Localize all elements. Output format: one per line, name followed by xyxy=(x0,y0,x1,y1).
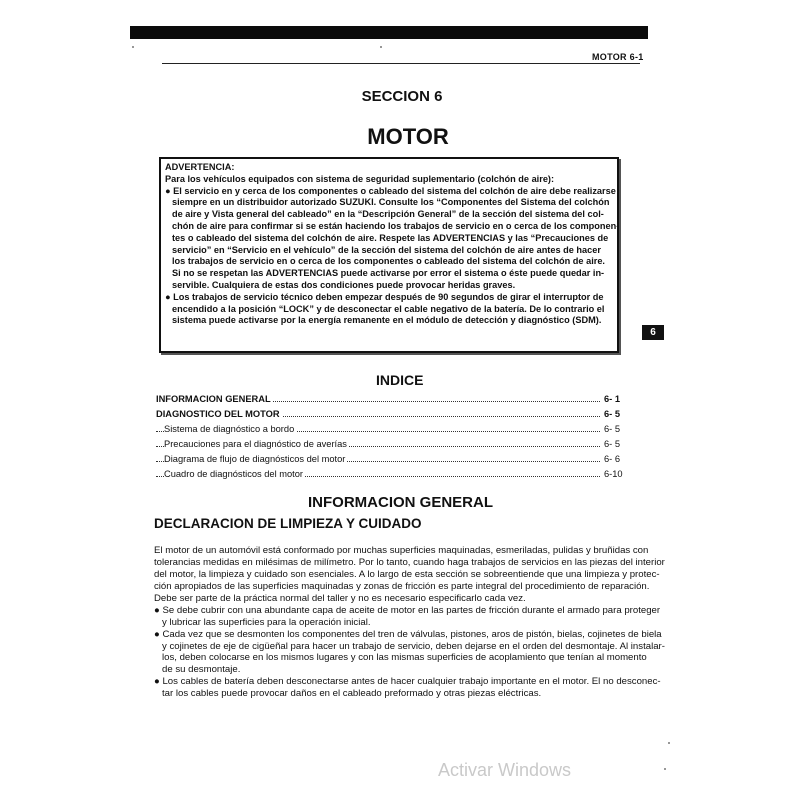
warning-line: Si no se respetan las ADVERTENCIAS puede activarse por error el sistema o éste puede quedar in- xyxy=(172,268,605,279)
toc-entry[interactable] xyxy=(156,437,632,452)
warning-line: servible. Cualquiera de estas dos condiciones puede provocar heridas graves. xyxy=(172,279,516,290)
warning-line: Para los vehículos equipados con sistema de seguridad suplementario (colchón de aire): xyxy=(165,173,555,184)
body-bullet: ● Cada vez que se desmonten los componentes del tren de válvulas, pistones, aros de pistón, bielas, cojinetes de biela xyxy=(154,628,662,640)
scan-speck xyxy=(132,46,134,48)
info-section-title: INFORMACION GENERAL xyxy=(308,494,493,511)
header-rule xyxy=(162,63,640,64)
warning-text xyxy=(165,162,620,327)
warning-line: encendido a la posición “LOCK” y de desconectar el cable negativo de la batería. De lo contrario el xyxy=(172,303,605,314)
scan-speck xyxy=(664,768,666,770)
toc-entry-page: 6- 5 xyxy=(604,422,632,437)
toc-entry[interactable] xyxy=(156,392,632,407)
body-paragraph-line: El motor de un automóvil está conformado por muchas superficies maquinadas, esmeriladas, pulidas y bruñidas con xyxy=(154,545,649,556)
chapter-title: MOTOR xyxy=(367,124,449,149)
warning-line: tes o cableado del sistema del colchón de aire. Respete las ADVERTENCIAS y las “Precauciones de xyxy=(172,232,609,243)
warning-line: servicio” en “Servicio en el vehículo” de la sección del sistema del colchón de aire antes de hacer xyxy=(172,244,601,255)
body-bullet-line: tar los cables puede provocar daños en el cableado preformado y otras piezas eléctricas. xyxy=(162,688,542,700)
toc-entry-page: 6- 1 xyxy=(604,392,632,407)
toc-entry[interactable] xyxy=(156,407,632,422)
toc-entry-page: 6-10 xyxy=(604,467,632,482)
warning-bullet: ● El servicio en y cerca de los componentes o cableado del sistema del colchón de aire debe realizarse xyxy=(165,185,616,196)
index-title: INDICE xyxy=(376,372,424,388)
warning-line: los trabajos de servicio en o cerca de los componentes o cableado del sistema del colchón de aire. xyxy=(172,256,605,267)
scan-speck xyxy=(668,742,670,744)
scan-top-bar xyxy=(130,26,648,39)
warning-line: sistema puede activarse por la energía remanente en el módulo de detección y diagnóstico (SDM). xyxy=(172,315,602,326)
body-bullet-line: y lubricar las superficies para la operación inicial. xyxy=(162,616,371,628)
toc-entry[interactable] xyxy=(156,467,632,482)
toc-entry-label: Precauciones para el diagnóstico de averías xyxy=(164,439,347,449)
warning-heading: ADVERTENCIA: xyxy=(165,162,235,172)
toc-entry-label: Sistema de diagnóstico a bordo xyxy=(164,424,295,434)
body-text xyxy=(154,545,665,700)
toc-entry-page: 6- 5 xyxy=(604,437,632,452)
toc-entry-label: INFORMACION GENERAL xyxy=(156,394,271,404)
warning-line: siempre en un distribuidor autorizado SUZUKI. Consulte los “Componentes del Sistema del colchón xyxy=(172,197,610,208)
toc-entry-label: DIAGNOSTICO DEL MOTOR xyxy=(156,409,280,419)
body-paragraph-line: Debe ser parte de la práctica normal del taller y no es necesario especificarlo cada vez. xyxy=(154,592,526,604)
warning-bullet: ● Los trabajos de servicio técnico deben empezar después de 90 segundos de girar el interruptor de xyxy=(165,291,604,302)
subsection-title: DECLARACION DE LIMPIEZA Y CUIDADO xyxy=(154,516,422,531)
body-bullet-line: y cojinetes de eje de cigüeñal para hacer un trabajo de servicio, deben dejarse en el orden del desmontaje. Al instalar- xyxy=(162,640,665,652)
toc-entry-label: Diagrama de flujo de diagnósticos del motor xyxy=(164,454,346,464)
body-bullet-line: de su desmontaje. xyxy=(162,664,241,676)
warning-line: de aire y Vista general del cableado” en la “Descripción General” de la sección del sistema del col- xyxy=(172,209,604,220)
activation-watermark: Activar Windows xyxy=(438,760,572,780)
body-paragraph-line: tolerancias medidas en milésimas de milímetro. Por lo tanto, cuando haga trabajos de servicios en las piezas del interior xyxy=(154,556,665,568)
toc-entry-page: 6- 5 xyxy=(604,407,632,422)
toc-entry-label: Cuadro de diagnósticos del motor xyxy=(164,469,304,479)
body-bullet-line: los, deben colocarse en los mismos lugares y con las mismas superficies de acoplamiento que tenían al momento xyxy=(162,652,647,664)
section-label: SECCION 6 xyxy=(361,88,443,105)
body-paragraph-line: del motor, la limpieza y cuidado son esenciales. A lo largo de esta sección se sobreentiende que una limpieza y protec- xyxy=(154,568,660,580)
running-head: MOTOR 6-1 xyxy=(592,52,644,62)
scan-speck xyxy=(380,46,382,48)
body-bullet: ● Los cables de batería deben desconectarse antes de hacer cualquier trabajo importante en el motor. El no desconec- xyxy=(154,676,661,688)
toc-entry-page: 6- 6 xyxy=(604,452,632,467)
toc-entry[interactable] xyxy=(156,422,632,437)
warning-line: chón de aire para confirmar si se están haciendo los trabajos de servicio en o cerca de los componen- xyxy=(172,220,620,231)
toc-entry[interactable] xyxy=(156,452,632,467)
body-bullet: ● Se debe cubrir con una abundante capa de aceite de motor en las partes de fricción durante el armado para proteger xyxy=(154,604,661,616)
table-of-contents xyxy=(156,392,632,482)
section-tab-marker: 6 xyxy=(642,325,664,340)
body-paragraph-line: ción apropiados de las superficies maquinadas y zonas de fricción es parte integral del procedimiento de reparación. xyxy=(154,580,650,592)
